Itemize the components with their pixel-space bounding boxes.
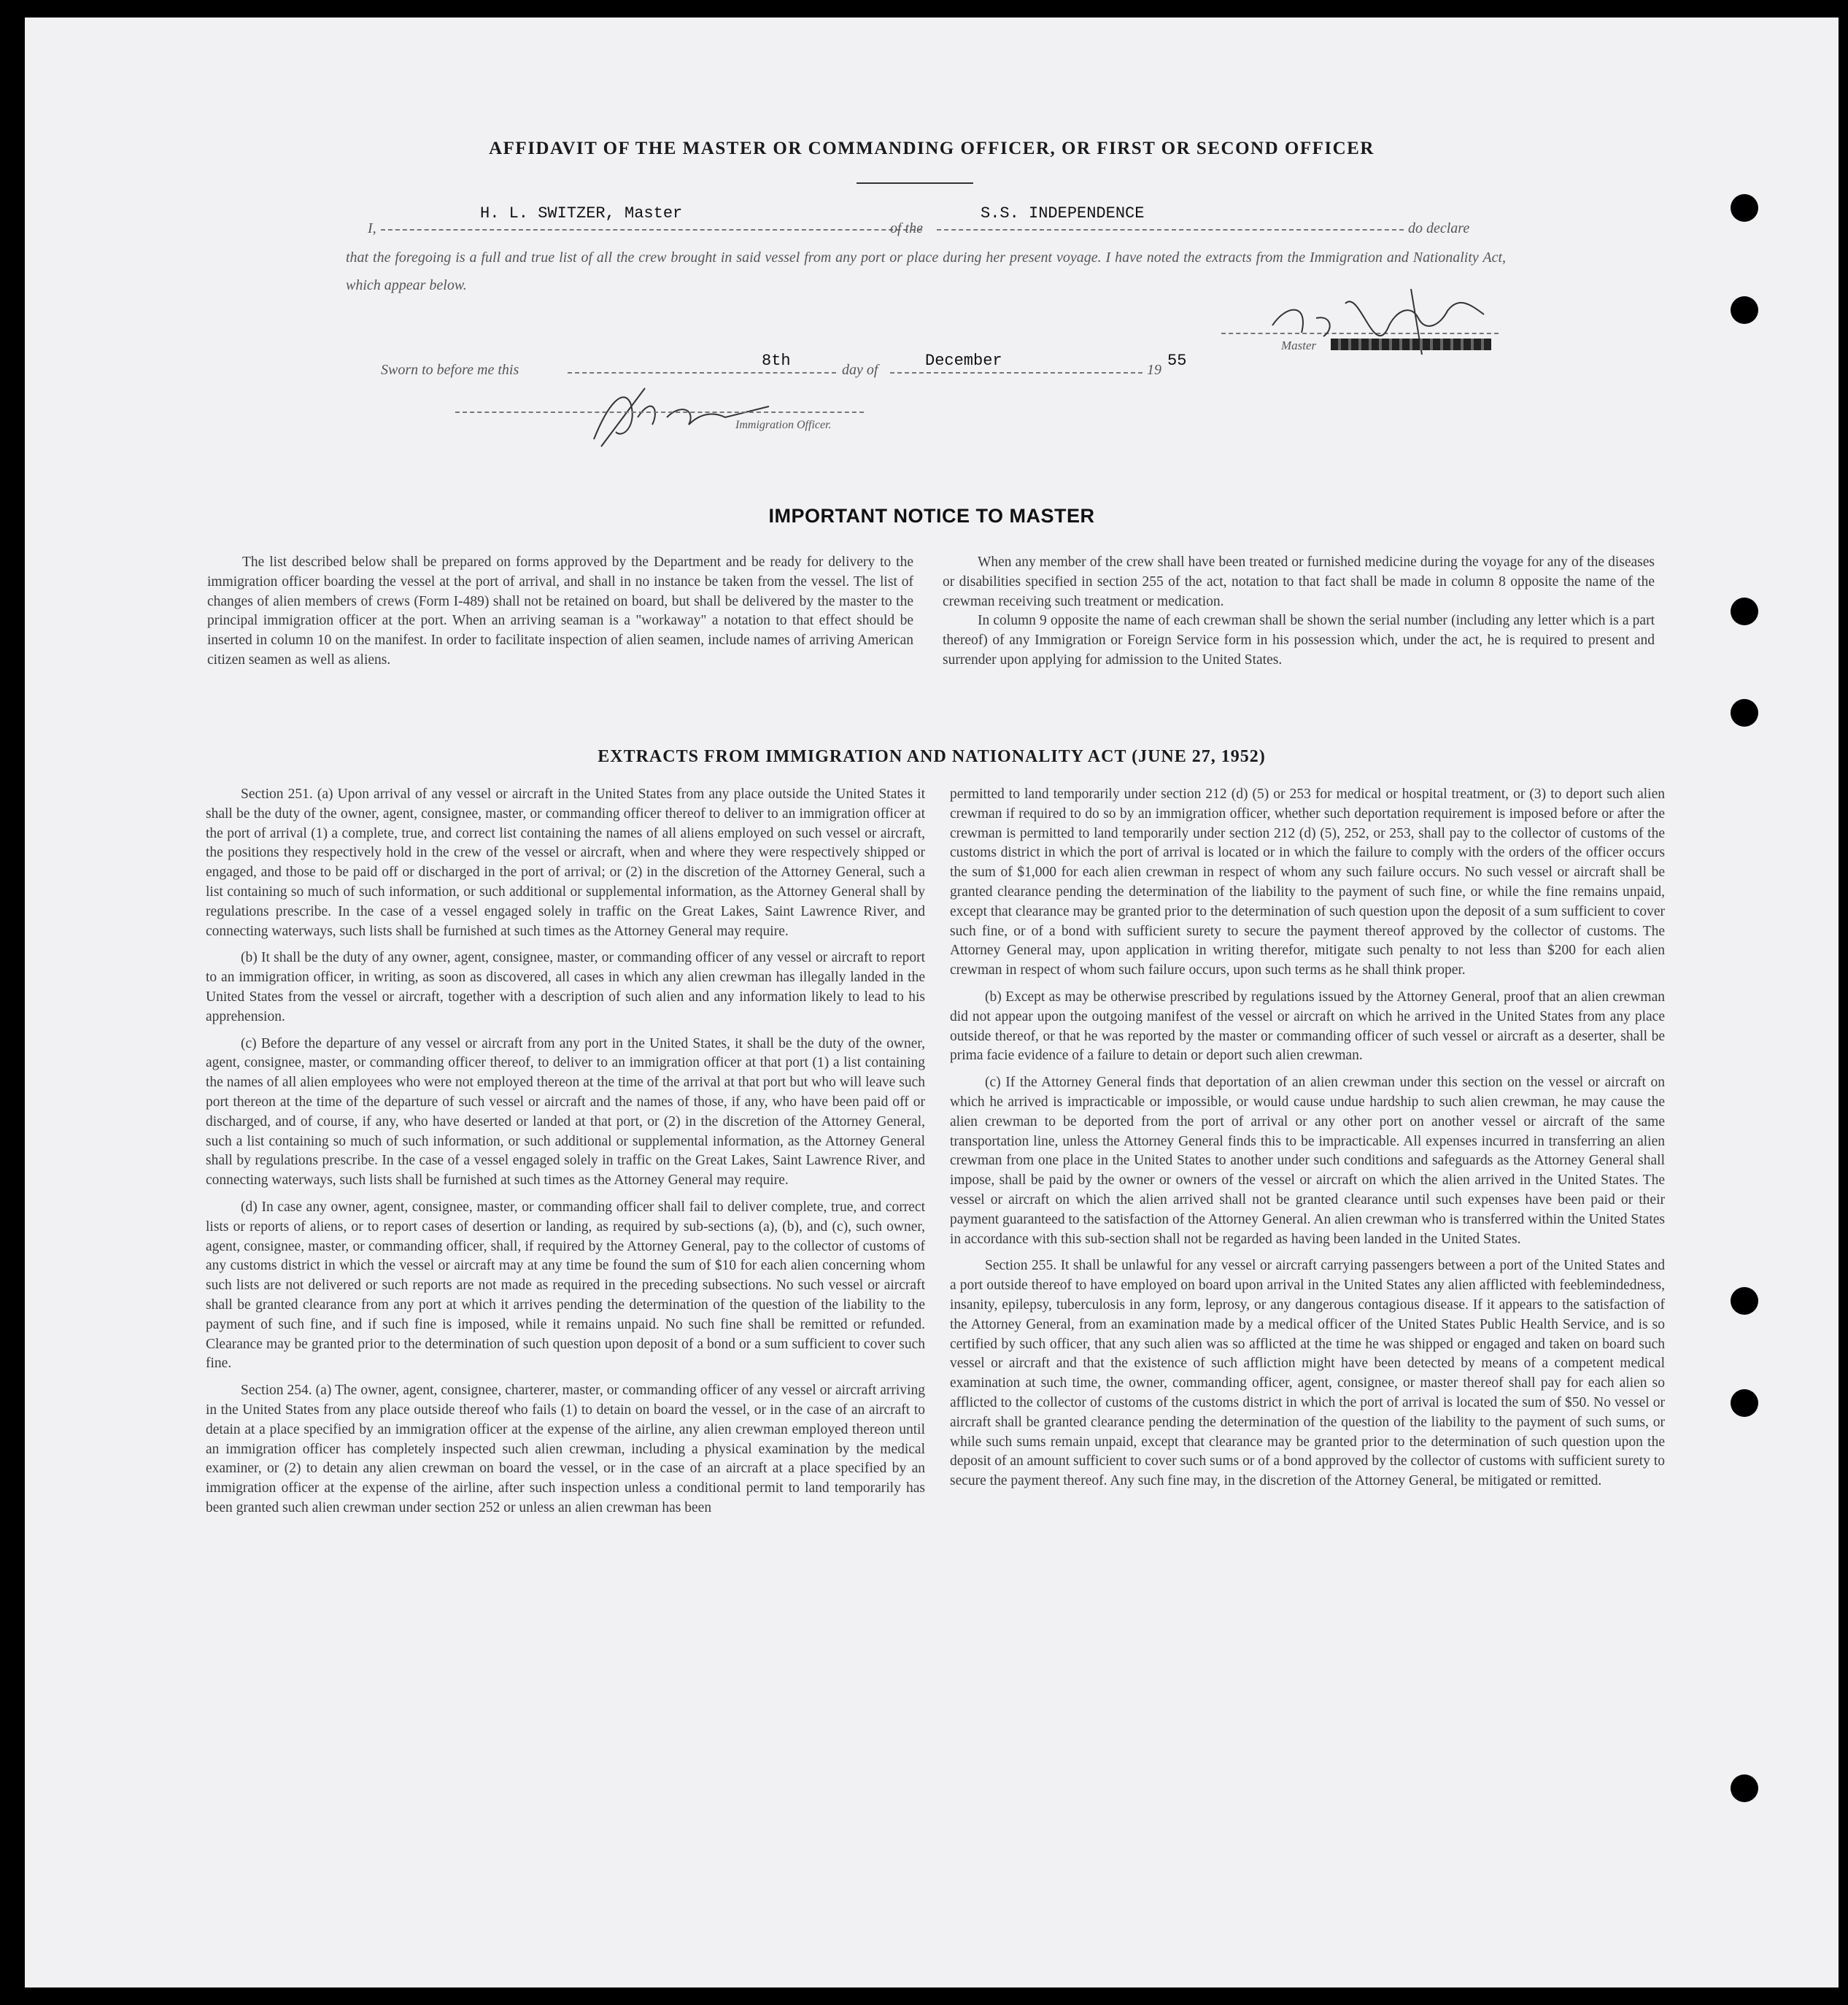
notice-right-paragraph-1: When any member of the crew shall have been treated or furnished medicine during the voyage for any of the diseases or disabilities specified in section 255 of the act, notation to that fact shall be made in column 8 opposite the name of the crewman receiving such treatment or medication. xyxy=(943,555,1655,609)
section-254-b: (b) Except as may be otherwise prescribed by regulations issued by the Attorney General, proof that an alien crewman did not appear upon the outgoing manifest of the vessel or aircraft on which he arrived in the United States from any place outside thereof, or that he was reported by the master or commanding officer of such vessel or aircraft as a deserter, shall be prima facie evidence of a failure to detain or deport such alien crewman. xyxy=(950,989,1665,1064)
binder-hole xyxy=(1731,1287,1758,1315)
day-of-label: day of xyxy=(842,362,878,378)
notice-left-column xyxy=(207,553,913,678)
extracts-title: EXTRACTS FROM IMMIGRATION AND NATIONALITY ACT (JUNE 27, 1952) xyxy=(598,747,1266,766)
month-line xyxy=(890,372,1143,374)
section-254-a-continued: permitted to land temporarily under section 212 (d) (5) or 253 for medical or hospital treatment, or (3) to deport such alien crewman if required to do so by an immigration officer, whether such deportation requirement is imposed before or after the crewman is permitted to land temporarily under section 212 (d) (5), 252, or 253, shall pay to the collector of customs of the customs district in which the port of arrival is located or in which the failure to comply with the orders of the officer occurs the sum of $1,000 for each alien crewman in respect of whom any such failure occurs. No such vessel or aircraft shall be granted clearance pending the determination of the liability to the payment of such fine, or while the fine remains unpaid, except that clearance may be granted prior to the determination of such question upon the deposit of a sum sufficient to cover such fine, or of a bond with sufficient surety to secure the payment thereof approved by the collector of customs. The Attorney General may, upon application in writing therefor, mitigate such penalty to not less than $200 for each alien crewman in respect of whom such failure occurs, upon such terms as he shall think proper. xyxy=(950,787,1665,978)
do-declare-label: do declare xyxy=(1408,220,1470,236)
section-255: Section 255. It shall be unlawful for any vessel or aircraft carrying passengers between a port of the United States and a port outside thereof to have employed on board upon arrival in the United States any alien afflicted with feeblemindedness, insanity, epilepsy, tuberculosis in any form, leprosy, or any dangerous contagious disease. If it appears to the satisfaction of the Attorney General, from an examination made by a medical officer of the United States Public Health Service, and is so certified by such officer, that any such alien was so afflicted at the time he was shipped or engaged and taken on board such vessel or aircraft and that the existence of such affliction might have been detected by means of a competent medical examination at such time, the owner, commanding officer, agent, consignee, or master thereof shall pay for each alien so afflicted to the collector of customs of the customs district in which the port of arrival is located the sum of $50. No vessel or aircraft shall be granted clearance pending the determination of the question of the liability to the payment of such sums, or while such sums remain unpaid, except that clearance may be granted prior to the determination of such question upon the deposit of an amount sufficient to cover such sums or of a bond approved by the collector of customs with sufficient surety to secure the payment thereof. Any such fine may, in the discretion of the Attorney General, be mitigated or remitted. xyxy=(950,1258,1665,1489)
binder-hole xyxy=(1731,1389,1758,1417)
vessel-line xyxy=(937,229,1404,231)
officer-signature-line xyxy=(455,412,864,413)
officer-signature xyxy=(579,374,805,454)
i-prefix: I, xyxy=(368,220,376,236)
master-name: H. L. SWITZER, Master xyxy=(480,204,683,223)
extracts-right-column xyxy=(950,785,1665,1499)
officer-label: Immigration Officer. xyxy=(735,419,832,431)
sworn-prefix: Sworn to before me this xyxy=(381,362,519,378)
declaration-text: that the foregoing is a full and true list of all the crew brought in said vessel from any port or place during her present voyage. I have noted the extracts from the Immigration and Nationality Act, which appear below. xyxy=(346,250,1506,293)
notice-right-column xyxy=(943,553,1655,678)
section-251-d: (d) In case any owner, agent, consignee, master, or commanding officer shall fail to deliver complete, true, and correct lists or reports of aliens, or to report cases of desertion or landing, as required by sub-sections (a), (b), and (c), such owner, agent, consignee, master, or commanding officer, shall, if required by the Attorney General, pay to the collector of customs of any customs district in which the vessel or aircraft may at any time be found the sum of $10 for each alien concerning whom such lists are not delivered or such reports are not made as required in the preceding subsections. No such vessel or aircraft shall be granted clearance from any port at which it arrives pending the determination of the question of the liability to the payment of such fine, and if such fine is imposed, while it remains unpaid. No such fine shall be remitted or refunded. Clearance may be granted prior to the determination of such question upon deposit of a bond or a sum sufficient to cover such fine. xyxy=(206,1199,925,1372)
of-the-label: of the xyxy=(890,220,923,236)
sworn-month: December xyxy=(925,352,1002,370)
section-251-a: Section 251. (a) Upon arrival of any vessel or aircraft in the United States from any place outside the United States it shall be the duty of the owner, agent, consignee, master, or commanding officer thereof to deliver to an immigration officer at the port of arrival (1) a complete, true, and correct list containing the names of all aliens employed on such vessel or aircraft, the positions they respectively hold in the crew of the vessel or aircraft, when and where they were respectively shipped or engaged, and those to be paid off or discharged in the port of arrival; or (2) in the discretion of the Attorney General, such a list containing so much of such information, or such additional or supplemental information, as the Attorney General shall by regulations prescribe. In the case of a vessel engaged solely in traffic on the Great Lakes, Saint Lawrence River, and connecting waterways, such lists shall be furnished at such times as the Attorney General may require. xyxy=(206,787,925,939)
sworn-year: 55 xyxy=(1167,352,1187,370)
year-prefix: 19 xyxy=(1147,362,1161,378)
vessel-name: S.S. INDEPENDENCE xyxy=(981,204,1145,223)
binder-hole xyxy=(1731,1774,1758,1802)
document-page xyxy=(25,18,1839,1987)
title-rule xyxy=(857,182,973,184)
struck-out-text xyxy=(1331,339,1491,350)
master-label: Master xyxy=(1281,339,1317,352)
name-line xyxy=(381,229,922,231)
section-254-c: (c) If the Attorney General finds that deportation of an alien crewman under this section on the vessel or aircraft on which he arrived is impracticable or impossible, or would cause undue hardship to such alien crewman, he may cause the alien crewman to be deported from the port of arrival or any other port on another vessel or aircraft of the same transportation line, unless the Attorney General finds this to be impracticable. All expenses incurred in transferring an alien crewman from one place in the United States to another under such conditions and safeguards as the Attorney General shall impose, shall be paid by the owner or owners of the vessel or aircraft on which the alien arrived in the United States. The vessel or aircraft on which the alien arrived shall not be granted clearance until such expenses have been paid or their payment guaranteed to the satisfaction of the Attorney General. An alien crewman who is transferred within the United States in accordance with this sub-section shall not be regarded as having been landed in the United States. xyxy=(950,1075,1665,1247)
affidavit-title: AFFIDAVIT OF THE MASTER OR COMMANDING OFFICER, OR FIRST OR SECOND OFFICER xyxy=(489,139,1375,158)
extracts-left-column xyxy=(206,785,925,1526)
notice-left-paragraph: The list described below shall be prepared on forms approved by the Department and be ready for delivery to the immigration officer boarding the vessel at the port of arrival, and shall in no instance be taken from the vessel. The list of changes of alien members of crews (Form I-489) shall not be retained on board, but shall be delivered by the master to the principal immigration officer at the port. When an arriving seaman is a "workaway" a notation to that effect should be inserted in column 10 on the manifest. In order to facilitate inspection of alien seamen, include names of arriving American citizen seamen as well as aliens. xyxy=(207,555,913,668)
notice-title: IMPORTANT NOTICE TO MASTER xyxy=(768,505,1095,527)
binder-hole xyxy=(1731,194,1758,222)
section-251-c: (c) Before the departure of any vessel or aircraft from any port in the United States, it shall be the duty of the owner, agent, consignee, master, or commanding officer thereof, to deliver to an immigration officer at that port (1) a list containing the names of all alien employees who were not employed thereon at the time of the arrival at that port but who will leave such port thereon at the time of the departure of such vessel or aircraft and the names of those, if any, who have been paid off or discharged, and of course, if any, who have deserted or landed at that port, or (2) in the discretion of the Attorney General, such a list containing so much of such information, or such additional or supplemental information, as the Attorney General shall by regulations prescribe. In the case of a vessel engaged solely in traffic on the Great Lakes, Saint Lawrence River, and connecting waterways, such lists shall be furnished at such times as the Attorney General may require. xyxy=(206,1035,925,1189)
binder-hole xyxy=(1731,699,1758,727)
binder-hole xyxy=(1731,296,1758,324)
binder-hole xyxy=(1731,598,1758,625)
notice-right-paragraph-2: In column 9 opposite the name of each crewman shall be shown the serial number (including any letter which is a part thereof) of any Immigration or Foreign Service form in his possession which, under the act, he is required to present and surrender upon applying for admission to the United States. xyxy=(943,613,1655,668)
sworn-day: 8th xyxy=(762,352,791,370)
section-251-b: (b) It shall be the duty of any owner, agent, consignee, master, or commanding officer of any vessel or aircraft to report to an immigration officer, in writing, as soon as discovered, all cases in which any alien crewman has illegally landed in the United States from the vessel or aircraft, together with a description of such alien and any information likely to lead to his apprehension. xyxy=(206,950,925,1024)
section-254-a: Section 254. (a) The owner, agent, consignee, charterer, master, or commanding officer of any vessel or aircraft arriving in the United States from any place outside thereof who fails (1) to detain on board the vessel, or in the case of an aircraft to detain at a place specified by an immigration officer at the expense of the airline, any alien crewman employed thereon until an immigration officer has completely inspected such alien crewman, including a physical examination by the medical examiner, or (2) to detain any alien crewman on board the vessel, or in the case of an aircraft at a place specified by an immigration officer at the expense of the airline, after such inspection unless a conditional permit to land temporarily has been granted such alien crewman under section 252 or unless an alien crewman has been xyxy=(206,1383,925,1515)
